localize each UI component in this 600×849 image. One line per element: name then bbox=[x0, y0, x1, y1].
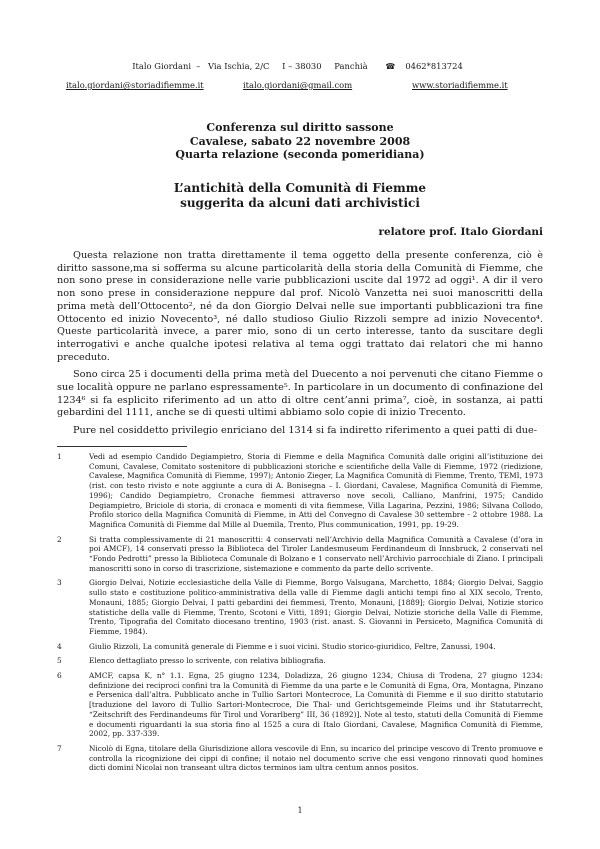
footnote-number: 3 bbox=[57, 578, 62, 588]
footnote-text: Vedi ad esempio Candido Degiampietro, Storia di Fiemme e della Magnifica Comunità dalle origini all’istituzione dei Comuni, Cavalese, Comitato sostenitore di pubblicazioni storiche e scientifiche della Valle di Fiemme, 1972 (riedizione, Cavalese, Magnifica Comunità di Fiemme, 1997); Antonio Zieger, La Magnifica Comunità di Fiemme, Trento, TEMI, 1973 (rist. con testo rivisto e note aggiunte a cura di A. Bonisegna – I. Giordani, Cavalese, Magnifica Comunità di Fiemme, 1996); Candido Degiampietro, Cronache fiemmesi attraverso nove secoli, Calliano, Manfrini, 1975; Candido Degiampietro, Briciole di storia, di cronaca e momenti di vita fiemmese, Villa Lagarina, Pezzini, 1986; Silvana Collodo, Profilo storico della Magnifica Comunità di Fiemme, in Atti del Convegno di Cavalese 30 settembre - 2 ottobre 1988. La Magnifica Comunità di Fiemme dal Mille al Duemila, Trento, Plus communication, 1991, pp. 19-29. bbox=[89, 452, 543, 529]
address: Via Ischia, 2/C bbox=[207, 61, 270, 71]
author-name: Italo Giordani bbox=[132, 61, 192, 71]
footnote-text: Giulio Rizzoli, La comunità generale di Fiemme e i suoi vicini. Studio storico-giuridico, Feltre, Zanussi, 1904. bbox=[89, 641, 496, 651]
footnote-text: Giorgio Delvai, Notizie ecclesiastiche della Valle di Fiemme, Borgo Valsugana, Marchetto, 1884; Giorgio Delvai, Saggio sullo stato e costituzione politico-amministrativa della valle di Fiemme dagli antichi tempi fino al XIX secolo, Trento, Monauni, 1885; Giorgio Delvai, I patti gebardini dei fiemmesi, Trento, Monauni, [1889]; Giorgio Delvai, Notizie storico statistiche della valle di Fiemme, Trento, Scotoni e Vitti, 1891; Giorgio Delvai, Notizie storiche della Valle di Fiemme, Trento, Tipografia del Comitato diocesano trentino, 1903 (rist. anast. S. Giovanni in Persiceto, Magnifica Comunità di Fiemme, 1984). bbox=[89, 578, 543, 636]
email-link-1[interactable]: italo.giordani@storiadifiemme.it bbox=[66, 80, 204, 90]
footnote-text: Nicolò di Egna, titolare della Giurisdizione allora vescovile di Enn, su incarico del principe vescovo di Trento promuove e controlla la ricognizione dei cippi di confine; il notaio nel documento scrive che essi vengono rinnovati quod homines dicti domini Nicolai non transeant ultra dictos terminos iam ultra centum annos positos. bbox=[89, 743, 543, 773]
footnote bbox=[57, 671, 543, 739]
footnote-number: 2 bbox=[57, 534, 62, 544]
footnote bbox=[57, 656, 543, 666]
footnote-number: 7 bbox=[57, 743, 62, 753]
phone-icon: ☎ bbox=[385, 62, 396, 71]
conference-heading bbox=[0, 121, 600, 162]
email-link-2[interactable]: italo.giordani@gmail.com bbox=[243, 80, 353, 90]
town: Panchià bbox=[334, 61, 368, 71]
conference-date: Cavalese, sabato 22 novembre 2008 bbox=[189, 134, 411, 148]
letterhead: Italo Giordani – Via Ischia, 2/C I – 38030 Panchià ☎ 0462*813724 bbox=[0, 61, 600, 71]
footnote-number: 1 bbox=[57, 452, 62, 461]
footnotes bbox=[57, 452, 543, 778]
paper-title bbox=[0, 181, 600, 211]
title-line-1: L’antichità della Comunità di Fiemme bbox=[173, 181, 427, 195]
footnote-text: AMCF, capsa K, n° 1.1. Egna, 25 giugno 1234, Doladizza, 26 giugno 1234, Chiusa di Trodena, 27 giugno 1234: definizione dei reciproci confini tra la Comunità di Fiemme da una parte e le Comunità di Egna, Ora, Montagna, Pinzano e Persenica dall’altra. Pubblicato anche in Tullio Sartori Montecroce, La Comunità di Fiemme e il suo diritto statutario [traduzione del lavoro di Tullio Sartori-Montecroce, Die Thal- und Gerichtsgemeinde Fleims und ihr Statutarrecht, “Zeitschrift des Ferdinandeums für Tirol und Vorarlberg” III, 36 (1892)]. Note al testo, statuti della Comunità di Fiemme e documenti riguardanti la sua storia fino al 1525 a cura di Italo Giordani, Cavalese, Magnifica Comunità di Fiemme, 2002, pp. 337-339. bbox=[89, 671, 543, 739]
paragraph-2: Sono circa 25 i documenti della prima metà del Duecento a noi pervenuti che citano Fiemme o sue località oppure ne parlano espressamente⁵. In particolare in un documento di confinazione del 1234⁶ si fa esplicito riferimento ad un atto di oltre cent’anni prima⁷, cioè, in sostanza, ai patti gebardini del 1111, anche se di questi ultimi abbiamo solo copie di inizio Trecento. bbox=[57, 369, 543, 419]
footnote-number: 4 bbox=[57, 641, 62, 651]
speaker: relatore prof. Italo Giordani bbox=[378, 226, 543, 238]
website-link[interactable]: www.storiadifiemme.it bbox=[412, 80, 508, 90]
footnote bbox=[57, 452, 543, 530]
paragraph-3: Pure nel cosiddetto privilegio enriciano del 1314 si fa indiretto riferimento a quei patti di due- bbox=[73, 425, 538, 437]
footnote-number: 5 bbox=[57, 656, 62, 666]
footnote bbox=[57, 578, 543, 636]
body-text bbox=[57, 250, 543, 443]
footnote-separator bbox=[57, 446, 187, 447]
footnote-text: Si tratta complessivamente di 21 manoscritti: 4 conservati nell’Archivio della Magnifica Comunità a Cavalese (d’ora in poi AMCF), 14 conservati presso la Biblioteca del Tiroler Landesmuseum Ferdinandeum di Innsbruck, 2 conservati nel “Fondo Pedrotti” presso la Biblioteca Comunale di Bolzano e 1 conservato nell’Archivio parrocchiale di Ziano. I principali manoscritti sono in corso di trascrizione, sistemazione e commento da parte dello scrivente. bbox=[89, 534, 543, 573]
phone-number: 0462*813724 bbox=[405, 61, 463, 71]
footnote-number: 6 bbox=[57, 671, 62, 681]
footnote-text: Elenco dettagliato presso lo scrivente, con relativa bibliografia. bbox=[89, 656, 326, 666]
conference-session: Quarta relazione (seconda pomeridiana) bbox=[175, 148, 425, 161]
footnote bbox=[57, 535, 543, 574]
paragraph-1: Questa relazione non tratta direttamente il tema oggetto della presente conferenza, ciò è diritto sassone,ma si sofferma su alcune particolarità della storia della Comunità di Fiemme, che non sono prese in considerazione nelle varie pubblicazioni uscite dal 1972 ad oggi¹. A dir il vero non sono prese in considerazione neppure dal prof. Nicolò Vanzetta nei suoi manoscritti della prima metà dell’Ottocento², né da don Giorgio Delvai nelle sue importanti pubblicazioni tra fine Ottocento ed inizio Novecento³, né dallo studioso Giulio Rizzoli sempre ad inizio Novecento⁴. Queste particolarità invece, a parer mio, sono di un certo interesse, tanto da suscitare degli interrogativi e anche qualche ipotesi relativa al tema oggi trattato dai relatori che mi hanno preceduto. bbox=[57, 250, 543, 363]
phone bbox=[380, 61, 467, 71]
zip-code: I – 38030 bbox=[282, 61, 322, 71]
footnote bbox=[57, 642, 543, 652]
title-line-2: suggerita da alcuni dati archivistici bbox=[180, 196, 420, 210]
footnote bbox=[57, 744, 543, 773]
page-number: 1 bbox=[297, 806, 303, 815]
conference-name: Conferenza sul diritto sassone bbox=[206, 121, 394, 134]
